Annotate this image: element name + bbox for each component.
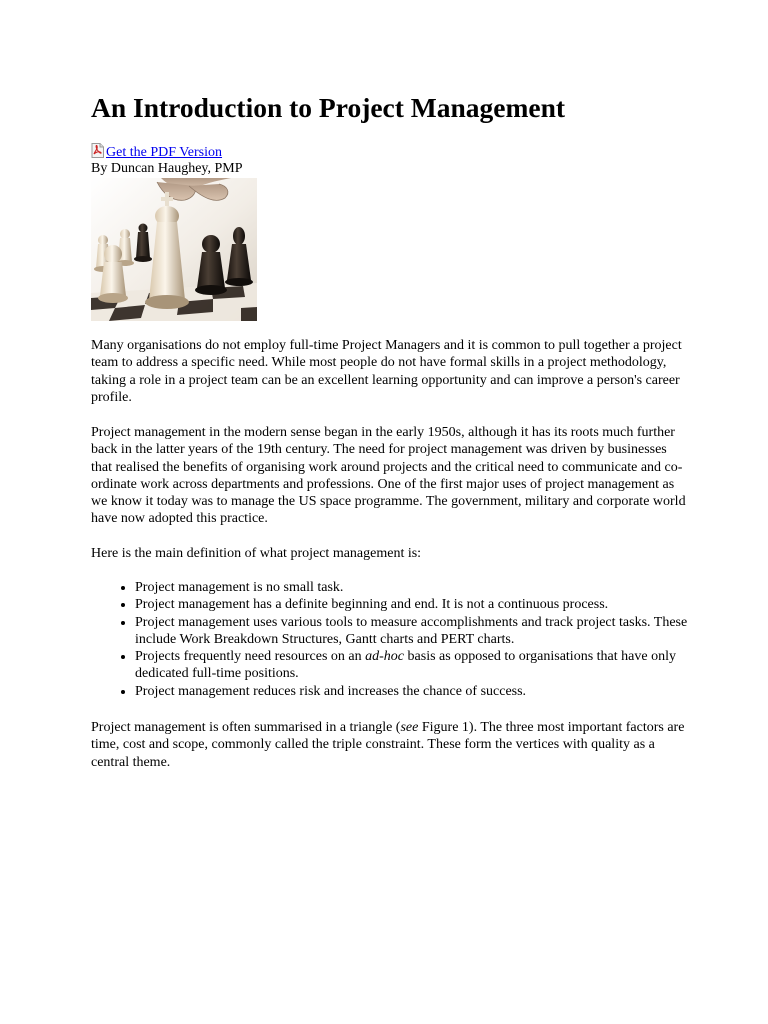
list-item-text: Projects frequently need resources on an	[135, 649, 366, 665]
list-item-emphasis: ad-hoc	[365, 649, 405, 665]
list-item: • Project management uses various tools to measure accomplishments and track project tasks. These include Work Breakdown Structures, Gantt charts and PERT charts.	[135, 614, 691, 649]
pdf-download-row	[91, 143, 222, 161]
paragraph-text: Project management is often summarised in a triangle (	[91, 720, 401, 735]
pdf-download-link[interactable]: Get the PDF Version	[106, 145, 223, 160]
list-item: • Project management has a definite beginning and end. It is not a continuous process.	[135, 596, 691, 613]
author-byline: By Duncan Haughey, PMP	[91, 161, 243, 176]
triangle-paragraph	[91, 719, 691, 771]
page-title: An Introduction to Project Management	[91, 92, 566, 123]
list-item	[135, 648, 691, 683]
paragraph-emphasis: see	[400, 720, 419, 735]
intro-paragraph: Many organisations do not employ full-time Project Managers and it is common to pull together a project team to address a specific need. While most people do not have formal skills in a project methodology, taking a role in a project team can be an excellent learning opportunity and can improve a person's career profile.	[91, 338, 682, 405]
pdf-file-icon[interactable]	[91, 143, 104, 158]
list-item-text: basis as opposed to organisations that have only dedicated full-time positions.	[135, 649, 676, 682]
definition-intro-paragraph: Here is the main definition of what project management is:	[91, 546, 422, 561]
list-item: • Project management is no small task.	[135, 579, 691, 596]
definition-list	[91, 579, 691, 700]
history-paragraph: Project management in the modern sense began in the early 1950s, although it has its roots much further back in the latter years of the 19th century. The need for project management was driven by businesses that realised the benefits of organising work around projects and the critical need to communicate and co-ordinate work across departments and professions. One of the first major uses of project management as we know it today was to manage the US space programme. The government, military and corporate world have now adopted this practice.	[91, 425, 686, 527]
chess-pieces-photo	[91, 178, 257, 321]
list-item: • Project management reduces risk and increases the chance of success.	[135, 683, 691, 700]
paragraph-text: Figure 1). The three most important factors are time, cost and scope, commonly called the triple constraint. These form the vertices with quality as a central theme.	[91, 720, 685, 770]
